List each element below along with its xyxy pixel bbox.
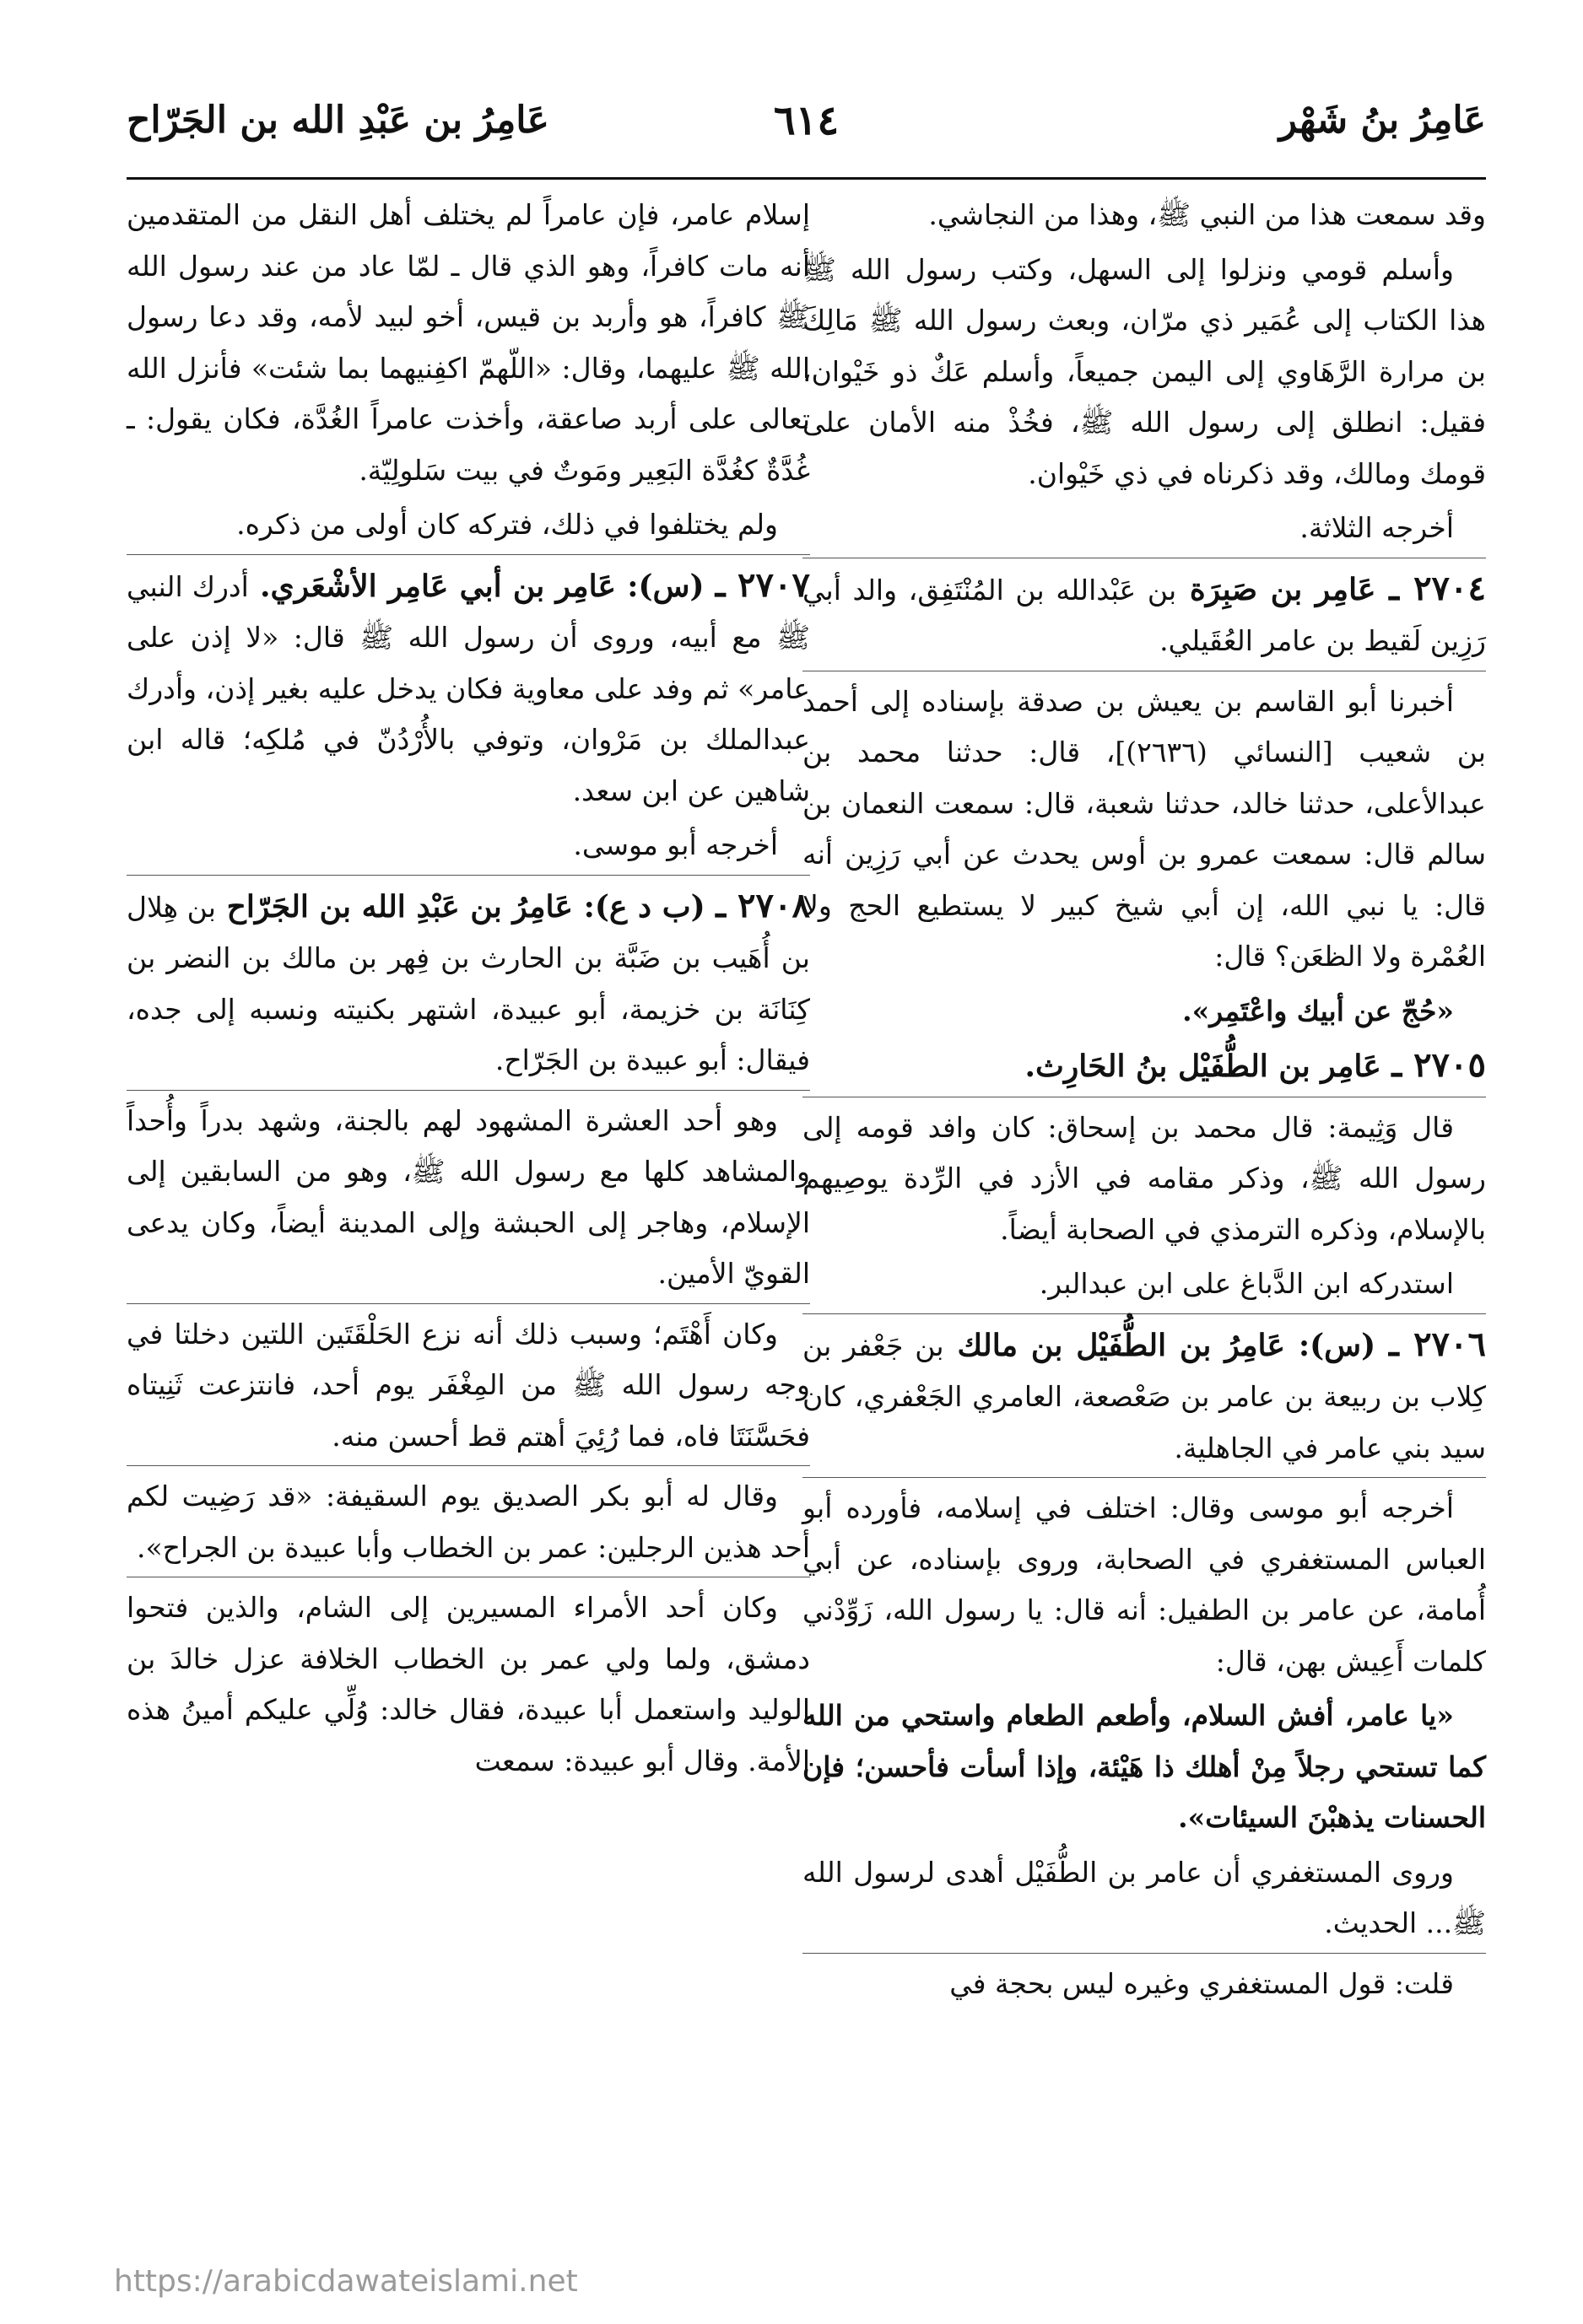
entry-name: عَامِر بن صَبِرَة (1176, 571, 1390, 607)
running-title-right: عَامِرُ بنُ شَهْر (1278, 99, 1486, 142)
page-header (127, 80, 1486, 160)
paragraph-divider (802, 1313, 1486, 1314)
paragraph-divider (127, 1465, 810, 1466)
paragraph: وكان أَهْتَم؛ وسبب ذلك أنه نزع الحَلْقَتَين اللتين دخلتا في وجه رسول الله ﷺ من المِغْفَر يوم أحد، فانتزعت ثَنِيتاه فحَسَّنَتَا فاه، فما رُئِيَ أهتم قط أحسن منه. (127, 1317, 810, 1453)
paragraph: قال وَثِيمة: قال محمد بن إسحاق: كان وافد قومه إلى رسول الله ﷺ، وذكر مقامه في الأزد في الرِّدة يوصِيهم بالإسلام، وذكره الترمذي في الصحابة أيضاً. (802, 1110, 1486, 1246)
header-rule (127, 177, 1486, 180)
entry-number: ٢٧٠٨ ـ (716, 885, 810, 925)
watermark-url: https://arabicdawateislami.net (114, 2264, 578, 2299)
entry-name: (س): عَامِرُ بن الطُّفَيْل بن مالك (943, 1327, 1390, 1363)
paragraph: إسلام عامر، فإن عامراً لم يختلف أهل النقل من المتقدمين أنه مات كافراً، وهو الذي قال ـ لمّا عاد من عند رسول الله ﷺ كافراً، هو وأربد بن قيس، أخو لبيد لأمه، وقد دعا رسول الله ﷺ عليهما، وقال: «اللّهمّ اكفِنيهما بما شئت» فأنزل الله تعالى على أربد صاعقة، وأخذت عامراً الغُدَّة، فكان يقول: ـ غُدَّةٌ كغُدَّة البَعِير ومَوتٌ في بيت سَلولِيّة. (127, 198, 810, 487)
paragraph-divider (127, 1090, 810, 1091)
paragraph: قلت: قول المستغفري وغيره ليس بحجة في (949, 1966, 1454, 2000)
entry-number: ٢٧٠٥ ـ (1391, 1045, 1486, 1085)
entry-text: أدرك النبي ﷺ مع أبيه، وروى أن رسول الله ﷺ قال: «لا إذن على عامر» ثم وفد على معاوية فكان يدخل عليه بغير إذن، وأدرك عبدالملك بن مَرْوان، وتوفي بالأُرْدُنّ في مُلكِه؛ قاله ابن شاهين عن ابن سعد. (127, 569, 810, 807)
left-column (127, 190, 810, 1790)
entry-name: (ب د ع): عَامِرُ بن عَبْدِ الله بن الجَرّاح (215, 888, 716, 925)
entry-text: بن عَبْدالله بن المُنْتَفِق، والد أبي رَزِين لَقيط بن عامر العُقَيلي. (802, 573, 1486, 657)
paragraph-divider (802, 1477, 1486, 1478)
paragraph-divider (127, 554, 810, 555)
page-number: ٦١٤ (773, 96, 840, 144)
paragraph: وكان أحد الأمراء المسيرين إلى الشام، والذين فتحوا دمشق، ولما ولي عمر بن الخطاب الخلافة عزل خالدَ بن الوليد واستعمل أبا عبيدة، فقال خالد: وُلِّي عليكم أمينُ هذه الأمة. وقال أبو عبيدة: سمعت (127, 1591, 810, 1777)
paragraph-divider (127, 875, 810, 876)
hadith-quote: «حُجّ عن أبيك واعْتَمِر». (1182, 994, 1454, 1027)
paragraph-divider (127, 1303, 810, 1304)
biography-entry (127, 881, 810, 1087)
paragraph: وهو أحد العشرة المشهود لهم بالجنة، وشهد بدراً وأُحداً والمشاهد كلها مع رسول الله ﷺ، وهو من السابقين إلى الإسلام، وهاجر إلى الحبشة وإلى المدينة أيضاً، وكان يدعى القويّ الأمين. (127, 1103, 810, 1290)
paragraph: أخرجه الثلاثة. (1299, 511, 1454, 544)
entry-name: عَامِر بن الطُّفَيْل بنُ الحَارِث. (1024, 1049, 1392, 1084)
paragraph: أخرجه أبو موسى وقال: اختلف في إسلامه، فأورده أبو العباس المستغفري في الصحابة، وروى بإسناده، عن أبي أُمامة، عن عامر بن الطفيل: أنه قال: يا رسول الله، زَوِّدْني كلمات أَعِيش بهن، قال: (802, 1491, 1486, 1678)
entry-name: (س): عَامِر بن أبي عَامِر الأشْعَري. (248, 568, 716, 604)
paragraph: وقال له أبو بكر الصديق يوم السقيفة: «قد رَضِيت لكم أحد هذين الرجلين: عمر بن الخطاب وأبا عبيدة بن الجراح». (127, 1480, 810, 1564)
biography-entry (127, 560, 810, 817)
hadith-quote: «يا عامر، أفش السلام، وأطعم الطعام واستحي من الله كما تستحي رجلاً مِنْ أهلك ذا هَيْئة، وإذا أسأت فأحسن؛ فإن الحسنات يذهبْنَ السيئات». (802, 1699, 1486, 1834)
entry-number: ٢٧٠٧ ـ (715, 564, 810, 605)
running-title-left: عَامِرُ بن عَبْدِ الله بن الجَرّاح (127, 99, 549, 142)
entry-text: بن هِلال بن أُهَيب بن ضَبَّة بن الحارث بن فِهر بن مالك بن النضر بن كِنَانَة بن خزيمة، أبو عبيدة، اشتهر بكنيته ونسبه إلى جده، فيقال: أبو عبيدة بن الجَرّاح. (127, 890, 810, 1076)
paragraph: أخبرنا أبو القاسم بن يعيش بن صدقة بإسناده إلى أحمد بن شعيب [النسائي (٢٦٣٦)]، قال: حدثنا محمد بن عبدالأعلى، حدثنا خالد، حدثنا شعبة، قال: سمعت النعمان بن سالم قال: سمعت عمرو بن أوس يحدث عن أبي رَزِين أنه قال: يا نبي الله، إن أبي شيخ كبير لا يستطيع الحج ولا العُمْرة ولا الظعَن؟ قال: (802, 684, 1486, 973)
entry-number: ٢٧٠٦ ـ (1389, 1324, 1486, 1364)
paragraph: وأسلم قومي ونزلوا إلى السهل، وكتب رسول الله ﷺ هذا الكتاب إلى عُمَير ذي مرّان، وبعث رسول الله ﷺ مَالِكَ بن مرارة الرَّهَاوي إلى اليمن جميعاً، وأسلم عَكٌ ذو خَيْوان، فقيل: انطلق إلى رسول الله ﷺ، فخُذْ منه الأمان على قومك ومالك، وقد ذكرناه في ذي خَيْوان. (802, 252, 1486, 490)
paragraph-divider (802, 1953, 1486, 1954)
paragraph: ولم يختلفوا في ذلك، فتركه كان أولى من ذكره. (236, 508, 778, 541)
biography-entry (802, 1319, 1486, 1475)
paragraph: وقد سمعت هذا من النبي ﷺ، وهذا من النجاشي. (928, 198, 1486, 231)
entry-number: ٢٧٠٤ ـ (1389, 568, 1486, 608)
paragraph: أخرجه أبو موسى. (573, 828, 778, 861)
biography-entry (802, 1040, 1486, 1093)
paragraph: استدركه ابن الدَّباغ على ابن عبدالبر. (1039, 1267, 1454, 1300)
right-column (802, 190, 1486, 2013)
entry-text: بن جَعْفر بن كِلاب بن ربيعة بن عامر بن صَعْصعة، العامري الجَعْفري، كان سيد بني عامر في الجاهلية. (802, 1329, 1486, 1464)
paragraph: وروى المستغفري أن عامر بن الطُّفَيْل أهدى لرسول الله ﷺ... الحديث. (802, 1855, 1486, 1939)
biography-entry (802, 563, 1486, 667)
